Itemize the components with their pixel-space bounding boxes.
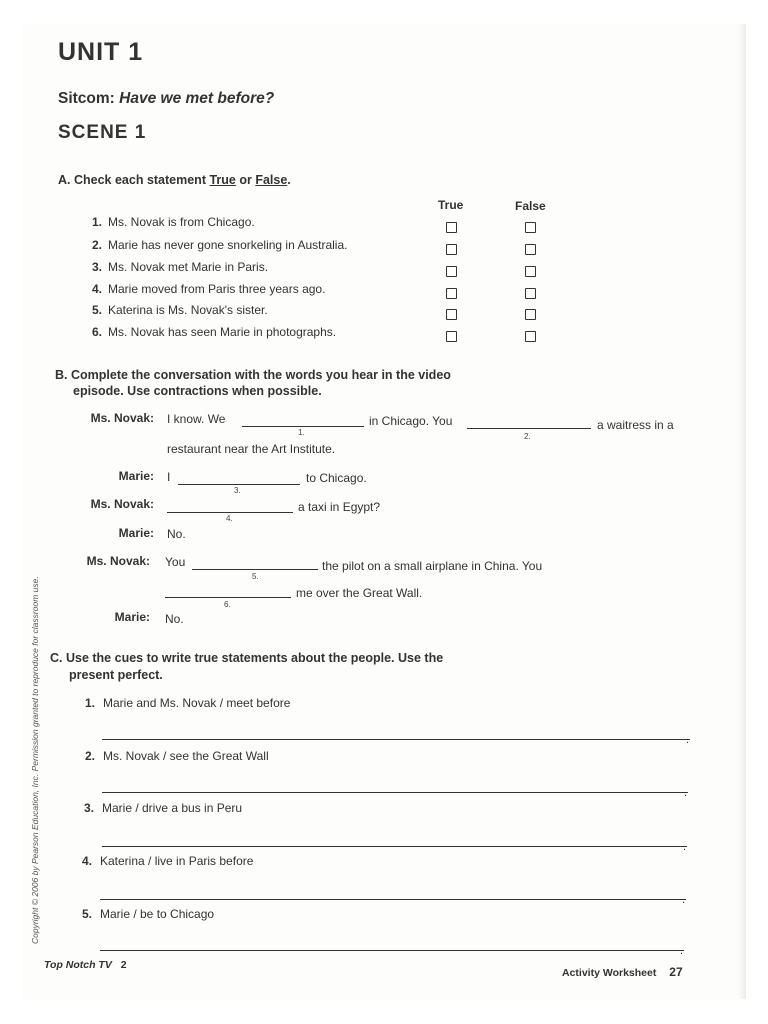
true-checkbox-3[interactable]	[446, 266, 457, 277]
answer-line-1[interactable]	[102, 739, 690, 740]
footer-series: Top Notch TV 2	[44, 959, 127, 971]
true-word: True	[209, 173, 236, 187]
section-c-heading: C. Use the cues to write true statements about the people. Use the	[50, 651, 444, 665]
scene-title: SCENE 1	[58, 122, 147, 143]
statement-item: 4. Marie moved from Paris three years ago.	[92, 282, 326, 296]
false-checkbox-5[interactable]	[525, 309, 536, 320]
dialogue-text: me over the Great Wall.	[296, 586, 423, 600]
blank-number: 6.	[224, 600, 231, 609]
answer-line-2[interactable]	[102, 792, 688, 793]
blank-number: 5.	[252, 572, 259, 581]
line-period: .	[686, 734, 690, 746]
blank-number: 4.	[226, 514, 233, 523]
answer-blank-1[interactable]	[242, 426, 364, 427]
statement-item: 3. Ms. Novak met Marie in Paris.	[92, 260, 269, 274]
sitcom-label: Sitcom:	[58, 90, 115, 107]
statement-item: 2. Marie has never gone snorkeling in Australia.	[92, 238, 348, 252]
unit-title: UNIT 1	[58, 38, 144, 66]
dialogue-text: I	[167, 470, 171, 484]
answer-line-5[interactable]	[100, 950, 684, 951]
speaker-label: Marie:	[118, 526, 154, 540]
blank-number: 3.	[234, 486, 241, 495]
cue-item: 5. Marie / be to Chicago	[82, 907, 215, 921]
cue-item: 4. Katerina / live in Paris before	[82, 854, 254, 868]
column-header-false: False	[515, 199, 546, 213]
column-header-true: True	[438, 198, 464, 212]
statement-item: 6. Ms. Novak has seen Marie in photographs.	[92, 325, 337, 339]
true-checkbox-6[interactable]	[446, 331, 457, 342]
sitcom-heading	[58, 90, 274, 108]
false-checkbox-6[interactable]	[525, 331, 536, 342]
section-c-letter: C.	[50, 651, 63, 665]
speaker-label: Marie:	[114, 610, 150, 624]
dialogue-text: No.	[167, 527, 186, 541]
page-edge-shadow	[738, 24, 746, 999]
dialogue-text: to Chicago.	[306, 471, 367, 485]
dialogue-text: restaurant near the Art Institute.	[167, 442, 336, 456]
speaker-label: Ms. Novak:	[90, 497, 154, 511]
true-checkbox-4[interactable]	[446, 288, 457, 299]
worksheet-page	[22, 24, 746, 999]
answer-blank-6[interactable]	[165, 597, 291, 598]
speaker-label: Ms. Novak:	[86, 554, 150, 568]
true-checkbox-2[interactable]	[446, 244, 457, 255]
line-period: .	[682, 894, 686, 906]
dialogue-text: a taxi in Egypt?	[298, 500, 381, 514]
blank-number: 1.	[298, 428, 305, 437]
speaker-label: Ms. Novak:	[90, 411, 154, 425]
cue-item: 2. Ms. Novak / see the Great Wall	[85, 749, 269, 763]
statement-item: 1. Ms. Novak is from Chicago.	[92, 215, 255, 229]
answer-blank-5[interactable]	[192, 569, 318, 570]
section-c-heading-cont: present perfect.	[69, 668, 163, 682]
false-checkbox-4[interactable]	[525, 288, 536, 299]
cue-item: 1. Marie and Ms. Novak / meet before	[85, 696, 291, 710]
answer-blank-3[interactable]	[178, 484, 300, 485]
dialogue-text: in Chicago. You	[369, 414, 453, 428]
section-a-heading: A. Check each statement True or False.	[58, 173, 291, 187]
section-b-heading-cont: episode. Use contractions when possible.	[73, 384, 322, 398]
dialogue-text: You	[165, 555, 186, 569]
footer-worksheet: Activity Worksheet 27	[562, 965, 683, 979]
answer-line-4[interactable]	[100, 899, 686, 900]
false-word: False	[255, 173, 288, 187]
true-checkbox-1[interactable]	[446, 222, 457, 233]
dialogue-text: the pilot on a small airplane in China. You	[322, 559, 543, 573]
blank-number: 2.	[524, 432, 531, 441]
false-checkbox-1[interactable]	[525, 222, 536, 233]
statement-item: 5. Katerina is Ms. Novak's sister.	[92, 303, 268, 317]
dialogue-text: I know. We	[167, 412, 226, 426]
section-a-letter: A.	[58, 173, 71, 187]
line-period: .	[680, 945, 684, 957]
false-checkbox-3[interactable]	[525, 266, 536, 277]
cue-item: 3. Marie / drive a bus in Peru	[84, 801, 243, 815]
copyright-notice: Copyright © 2006 by Pearson Education, Inc. Permission granted to reproduce for classroom use.	[30, 576, 40, 944]
dialogue-text: a waitress in a	[597, 418, 674, 432]
answer-blank-2[interactable]	[467, 428, 591, 429]
section-b-letter: B.	[55, 368, 68, 382]
sitcom-title: Have we met before?	[119, 90, 275, 107]
answer-blank-4[interactable]	[167, 512, 293, 513]
answer-line-3[interactable]	[102, 846, 687, 847]
speaker-label: Marie:	[118, 469, 154, 483]
true-checkbox-5[interactable]	[446, 309, 457, 320]
line-period: .	[683, 841, 687, 853]
dialogue-text: No.	[165, 612, 184, 626]
page-number: 27	[669, 965, 683, 979]
false-checkbox-2[interactable]	[525, 244, 536, 255]
section-b-heading: B. Complete the conversation with the words you hear in the video	[55, 368, 451, 382]
line-period: .	[684, 787, 688, 799]
